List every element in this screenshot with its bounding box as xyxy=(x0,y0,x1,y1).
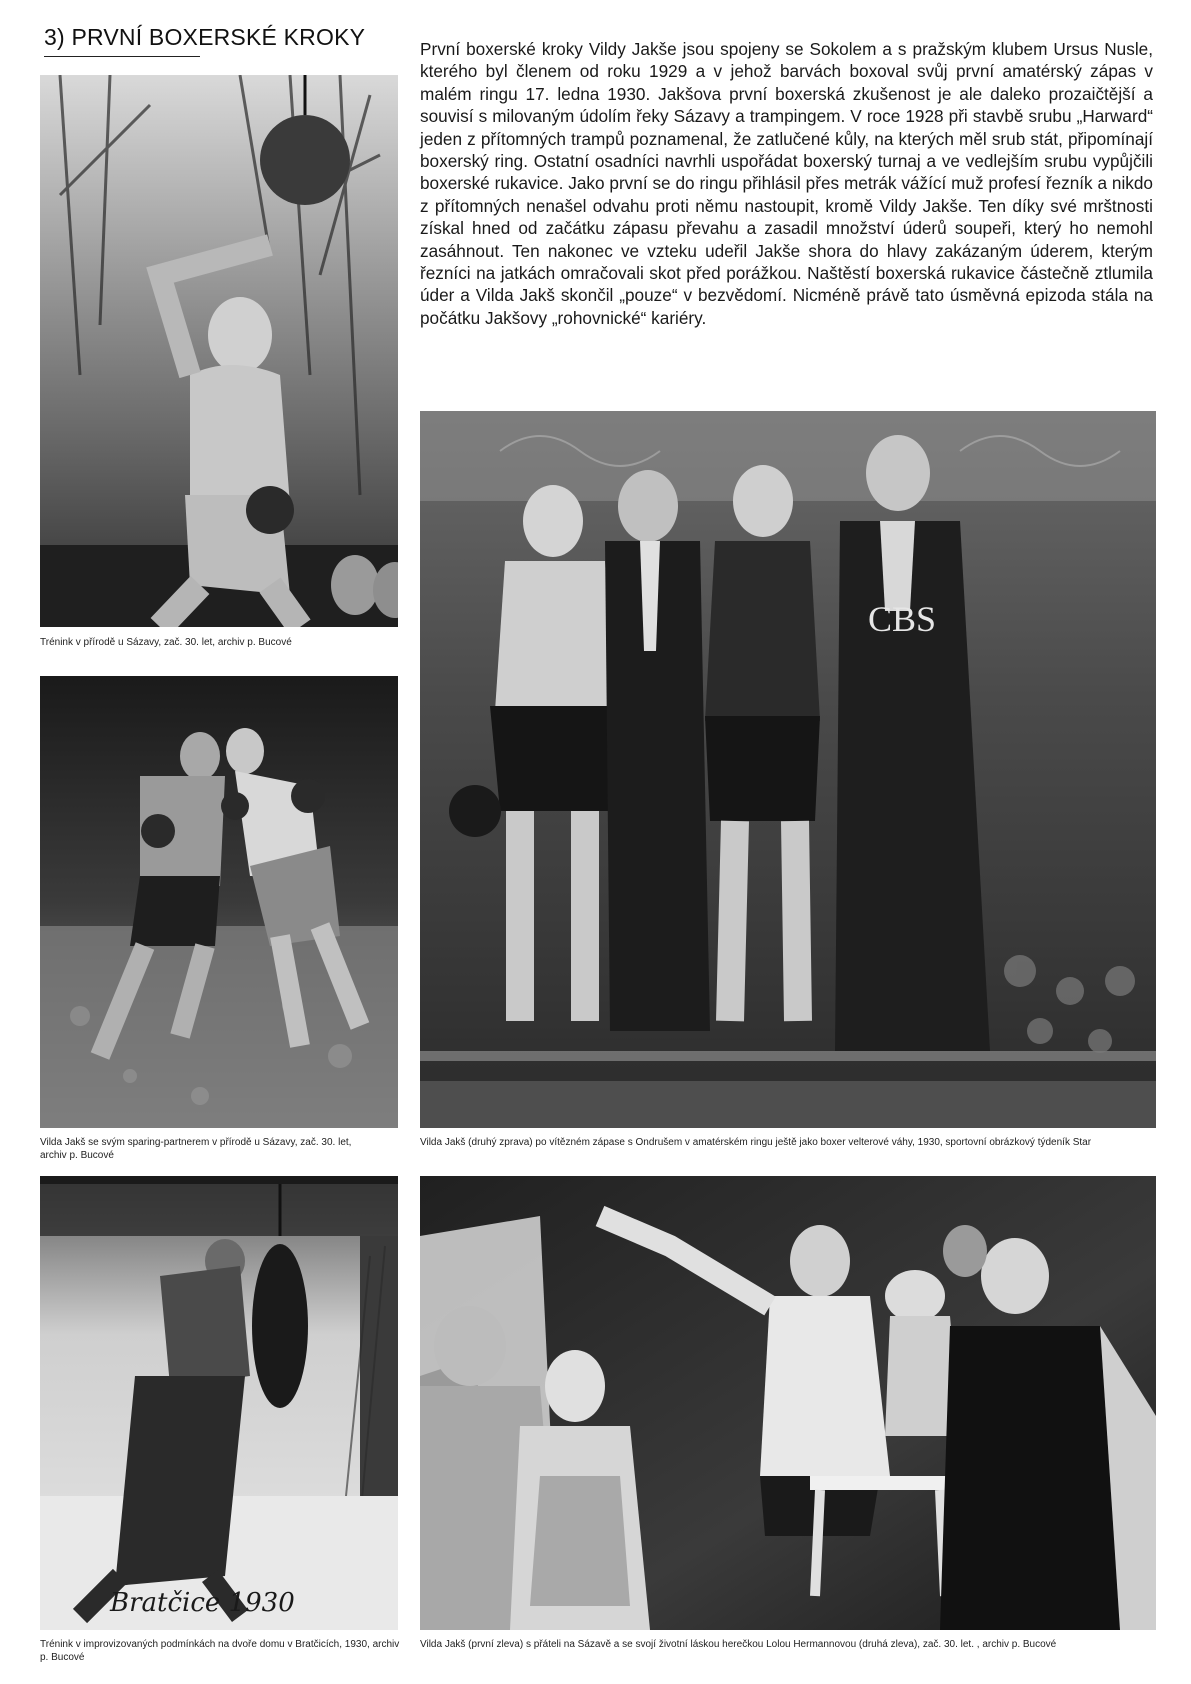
caption-friends-sazava: Vilda Jakš (první zleva) s přáteli na Sázavě a se svojí životní láskou herečkou Lolou Hermannovou (druhá zleva), zač. 30. let. , archiv p. Bucové xyxy=(420,1639,1057,1650)
jersey-letters: CBS xyxy=(868,599,937,639)
page-heading: 3) PRVNÍ BOXERSKÉ KROKY xyxy=(44,24,366,50)
photo-yard-training xyxy=(40,1176,398,1630)
photo-group-ring xyxy=(420,411,1156,1128)
caption-sparring: Vilda Jakš se svým sparing-partnerem v přírodě u Sázavy, zač. 30. let, archiv p. Bucové xyxy=(40,1137,352,1161)
caption-training-nature: Trénink v přírodě u Sázavy, zač. 30. let, archiv p. Bucové xyxy=(40,637,292,648)
caption-yard-training: Trénink v improvizovaných podmínkách na dvoře domu v Bratčicích, 1930, archiv p. Bucové xyxy=(40,1639,400,1663)
caption-group-ring: Vilda Jakš (druhý zprava) po vítězném zápase s Ondrušem v amatérském ringu ještě jako boxer velterové váhy, 1930, sportovní obrázkový týdeník Star xyxy=(420,1137,1092,1148)
photo-sparring xyxy=(40,676,398,1128)
intro-paragraph: První boxerské kroky Vildy Jakše jsou spojeny se Sokolem a s pražským klubem Ursus Nusle, kterého byl členem od roku 1929 a v jehož barvách boxoval svůj první amatérský zápas v malém ringu 17. ledna 1930. Jakšova první boxerská zkušenost je ale daleko prozaičtější a souvisí s milovaným údolím řeky Sázavy a trampingem. V roce 1928 při stavbě srubu „Harward“ jeden z přítomných trampů poznamenal, že zatlučené kůly, na kterých měl srub stát, připomínají boxerský ring. Ostatní osadníci navrhli uspořádat boxerský turnaj a ve vedlejším srubu vypůjčili boxerské rukavice. Jako první se do ringu přihlásil přes metrák vážící muž profesí řezník a nikdo z přítomných nenašel odvahu proti němu nastoupit, kromě Vildy Jakše. Ten díky své mrštnosti získal hned od začátku zápasu převahu a zasadil množství úderů soupeři, který ho nemohl zasáhnout. Ten nakonec ve vzteku udeřil Jakše shora do hlavy zakázaným úderem, kterým řezníci na jatkách omračovali skot před porážkou. Naštěstí boxerská rukavice částečně ztlumila úder a Vilda Jakš skončil „pouze“ v bezvědomí. Nicméně právě tato úsměvná epizoda stála na počátku Jakšovy „rohovnické“ kariéry. xyxy=(420,39,1153,328)
handwritten-inscription: Bratčice 1930 xyxy=(110,1588,295,1618)
photo-friends-sazava xyxy=(420,1176,1156,1630)
heading-underline xyxy=(44,56,200,57)
photo-training-nature xyxy=(40,75,398,627)
